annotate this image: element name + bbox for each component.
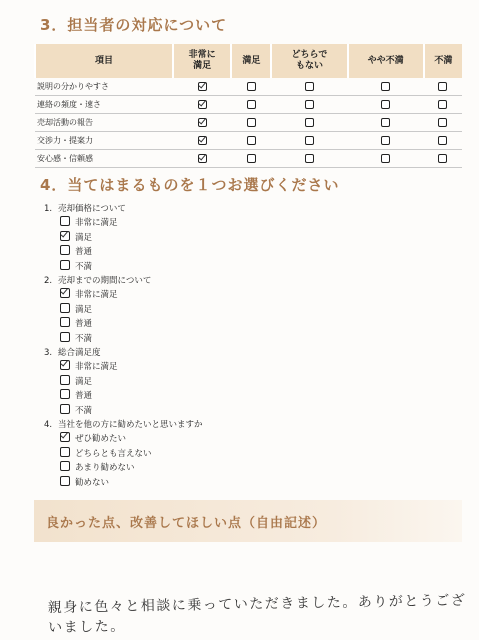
matrix-cell <box>173 114 231 132</box>
question-text: 売却価格について <box>58 204 126 214</box>
option-checkbox[interactable] <box>60 389 70 399</box>
matrix-cell <box>231 114 271 132</box>
satisfaction-matrix <box>34 44 462 168</box>
rating-checkbox[interactable] <box>305 82 314 91</box>
option-item[interactable] <box>44 375 203 390</box>
rating-checkbox[interactable] <box>198 154 207 163</box>
option-item[interactable] <box>44 389 203 404</box>
option-item[interactable] <box>44 260 203 275</box>
matrix-cell <box>271 132 347 150</box>
matrix-cell <box>271 150 347 168</box>
column-header-2: 満足 <box>231 44 271 78</box>
option-item[interactable] <box>44 303 203 318</box>
matrix-row <box>35 78 462 96</box>
matrix-cell <box>348 96 424 114</box>
option-checkbox[interactable] <box>60 288 70 298</box>
question-number: 4. <box>44 420 53 430</box>
rating-checkbox[interactable] <box>247 118 256 127</box>
rating-checkbox[interactable] <box>438 82 447 91</box>
matrix-cell <box>231 96 271 114</box>
option-label: 非常に満足 <box>75 362 118 372</box>
option-label: 普通 <box>75 391 93 401</box>
question-number: 1. <box>44 204 53 214</box>
matrix-row-label: 売却活動の報告 <box>35 114 173 132</box>
option-label: 不満 <box>75 261 93 272</box>
option-label: 満足 <box>75 376 93 387</box>
option-label: 満足 <box>75 304 93 315</box>
matrix-cell <box>424 150 462 168</box>
question-title <box>44 418 203 432</box>
option-checkbox[interactable] <box>60 461 70 471</box>
matrix-row-label: 連絡の頻度・速さ <box>35 96 173 114</box>
rating-checkbox[interactable] <box>247 136 256 145</box>
matrix-row-label: 説明の分かりやすさ <box>35 78 173 96</box>
rating-checkbox[interactable] <box>198 136 207 145</box>
question-list <box>44 202 203 490</box>
option-checkbox[interactable] <box>60 260 70 270</box>
option-label: 普通 <box>75 319 93 329</box>
question-number: 2. <box>44 276 53 286</box>
rating-checkbox[interactable] <box>198 118 207 127</box>
question-number: 3. <box>44 348 53 358</box>
section3-heading: 3．担当者の対応について <box>40 16 228 34</box>
matrix-cell <box>231 150 271 168</box>
rating-checkbox[interactable] <box>438 136 447 145</box>
question-text: 売却までの期間について <box>58 276 152 286</box>
matrix-row <box>35 114 462 132</box>
column-header-1: 非常に 満足 <box>173 44 231 78</box>
option-item[interactable] <box>44 245 203 260</box>
option-label: 勧めない <box>75 477 110 488</box>
matrix-cell <box>231 78 271 96</box>
rating-checkbox[interactable] <box>247 154 256 163</box>
rating-checkbox[interactable] <box>438 154 447 163</box>
option-checkbox[interactable] <box>60 216 70 226</box>
option-checkbox[interactable] <box>60 404 70 414</box>
option-label: 非常に満足 <box>75 218 118 228</box>
free-comment-header <box>34 500 462 542</box>
rating-checkbox[interactable] <box>305 118 314 127</box>
option-label: 非常に満足 <box>75 290 118 300</box>
rating-checkbox[interactable] <box>381 154 390 163</box>
free-comment-heading: 良かった点、改善してほしい点（自由記述） <box>46 516 327 531</box>
option-label: ぜひ勧めたい <box>75 434 127 444</box>
option-checkbox[interactable] <box>60 332 70 342</box>
matrix-row <box>35 96 462 114</box>
option-label: あまり勧めない <box>75 463 135 473</box>
question-title <box>44 202 203 216</box>
rating-checkbox[interactable] <box>381 82 390 91</box>
rating-checkbox[interactable] <box>305 136 314 145</box>
matrix-row <box>35 132 462 150</box>
option-checkbox[interactable] <box>60 375 70 385</box>
option-label: 普通 <box>75 247 93 257</box>
rating-checkbox[interactable] <box>247 100 256 109</box>
option-item[interactable] <box>44 216 203 231</box>
rating-checkbox[interactable] <box>438 100 447 109</box>
question-title <box>44 346 203 360</box>
option-label: 不満 <box>75 333 93 344</box>
matrix-row <box>35 150 462 168</box>
matrix-cell <box>348 150 424 168</box>
option-label: どちらとも言えない <box>75 448 152 459</box>
rating-checkbox[interactable] <box>438 118 447 127</box>
question-title <box>44 274 203 288</box>
matrix-cell <box>424 96 462 114</box>
option-item[interactable] <box>44 447 203 462</box>
option-checkbox[interactable] <box>60 303 70 313</box>
matrix-cell <box>424 114 462 132</box>
option-checkbox[interactable] <box>60 231 70 241</box>
option-label: 不満 <box>75 405 93 416</box>
matrix-row-label: 交渉力・提案力 <box>35 132 173 150</box>
column-header-3: どちらで もない <box>271 44 347 78</box>
rating-checkbox[interactable] <box>305 100 314 109</box>
matrix-cell <box>271 96 347 114</box>
option-item[interactable] <box>44 404 203 419</box>
option-checkbox[interactable] <box>60 317 70 327</box>
option-item[interactable] <box>44 288 203 303</box>
option-item[interactable] <box>44 461 203 476</box>
option-label: 満足 <box>75 232 93 243</box>
matrix-cell <box>424 78 462 96</box>
option-checkbox[interactable] <box>60 360 70 370</box>
rating-checkbox[interactable] <box>381 118 390 127</box>
option-item[interactable] <box>44 332 203 347</box>
option-checkbox[interactable] <box>60 432 70 442</box>
rating-checkbox[interactable] <box>198 82 207 91</box>
option-item[interactable] <box>44 317 203 332</box>
matrix-cell <box>271 78 347 96</box>
column-header-4: やや不満 <box>348 44 424 78</box>
matrix-cell <box>173 132 231 150</box>
section4-heading: 4．当てはまるものを１つお選びください <box>40 176 340 194</box>
option-checkbox[interactable] <box>60 447 70 457</box>
rating-checkbox[interactable] <box>247 82 256 91</box>
rating-checkbox[interactable] <box>305 154 314 163</box>
matrix-cell <box>271 114 347 132</box>
option-item[interactable] <box>44 476 203 491</box>
question-text: 当社を他の方に勧めたいと思いますか <box>58 420 203 430</box>
rating-checkbox[interactable] <box>381 100 390 109</box>
column-header-5: 不満 <box>424 44 462 78</box>
option-checkbox[interactable] <box>60 476 70 486</box>
rating-checkbox[interactable] <box>198 100 207 109</box>
matrix-cell <box>173 96 231 114</box>
matrix-cell <box>424 132 462 150</box>
matrix-cell <box>231 132 271 150</box>
option-item[interactable] <box>44 432 203 447</box>
handwritten-comment: 親身に色々と相談に乗っていただきました。ありがとうございました。 <box>47 592 467 636</box>
matrix-cell <box>173 78 231 96</box>
matrix-cell <box>348 132 424 150</box>
matrix-cell <box>348 114 424 132</box>
option-item[interactable] <box>44 360 203 375</box>
option-item[interactable] <box>44 231 203 246</box>
option-checkbox[interactable] <box>60 245 70 255</box>
matrix-row-label: 安心感・信頼感 <box>35 150 173 168</box>
column-header-item: 項目 <box>35 44 173 78</box>
rating-checkbox[interactable] <box>381 136 390 145</box>
matrix-cell <box>348 78 424 96</box>
matrix-cell <box>173 150 231 168</box>
question-text: 総合満足度 <box>58 348 101 358</box>
